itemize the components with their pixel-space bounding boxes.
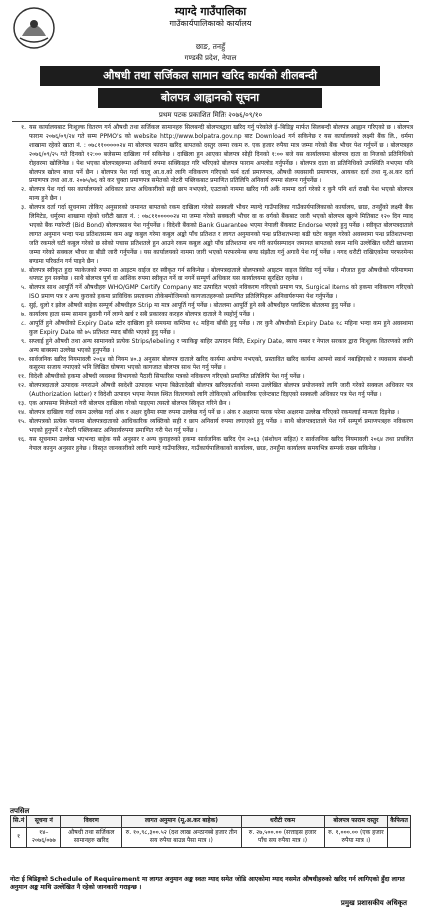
header-divider <box>12 121 409 122</box>
schedule-header-cell: विवरण <box>61 816 122 828</box>
schedule-cell: औषधी तथा सर्जिकल सामानहरु खरिद <box>61 827 122 847</box>
province-name: गण्डकी प्रदेश, नेपाल <box>184 54 237 62</box>
notice-item-text: विदेशी औषधीको हकमा औषधी व्यवस्था विभागको पैठारी सिफारिस पत्रको नविकरण गरिएको प्रमाणित प्रतिलिपि पेश गर्नु पर्नेछ । <box>29 373 305 381</box>
notice-item <box>8 124 413 186</box>
schedule-row <box>11 827 411 847</box>
notice-item-text: बोलपत्रको प्रत्येक पानामा बोलपत्रदाताको आधिकारिक व्यक्तिको सही र छाप अनिवार्य रुपमा लगाएको हुनु पर्नेछ । साथै बोलपत्रदाताले पेश गर्ने सम्पूर्ण प्रमाणपत्रहरु नविकरण भएको हुनुपर्ने र नोटरी पब्लिकबाट अनिवार्यरुपमा प्रमाणित गरी पेश गर्नु पर्नेछ । <box>29 417 413 434</box>
notice-title-line2: बोलपत्र आह्वानको सूचना <box>98 88 322 108</box>
schedule-cell: रु. १०,९८,३००.५२ (दश लाख अन्ठानब्बे हजार तीन सय रुपैया बाउन्न पैसा मात्र ।) <box>122 827 241 847</box>
schedule-header-row <box>11 816 411 828</box>
schedule-header-cell: सि.नं <box>11 816 27 828</box>
notice-item <box>8 320 413 338</box>
notice-item-number: ३. <box>20 204 26 212</box>
schedule-header-cell: लागत अनुमान (मू.अ.कर बाहेक) <box>122 816 241 828</box>
notice-item-text: बोलपत्र पेश गर्दा यस कार्यालयको अधिकार प्राप्त अधिकारीको सही छाप नभएको, एउटाको नाममा खरिद गरी अर्कै नाममा दर्ता गरेको र कुनै पनि शर्त राखी पेश भएको बोलपत्र मान्य हुने छैन । <box>29 186 413 203</box>
notice-item-number: ७. <box>20 311 26 319</box>
signatory: प्रमुख प्रशासकीय अधिकृत <box>340 899 407 907</box>
notice-item-number: १५. <box>17 417 26 425</box>
notice-item-text: एक आपसमा मिलेमतो गरी बोलपत्र दाखिला गरेको पाइएमा त्यस्तो बोलपत्र स्विकृत गरिने छैन । <box>29 400 231 408</box>
schedule-header-cell: धरौटी रकम <box>241 816 324 828</box>
notice-item <box>8 373 413 382</box>
schedule-header-cell: बोलपत्र फाराम दस्तुर <box>324 816 388 828</box>
notice-item-text: सप्लाई हुने औषधी तथा अन्य सामानको प्रत्येक Strips/lebeling र प्याकिङ्ग बाहिर उत्पादन मिति, Expiry Date, ब्याच नम्बर र नेपाल सरकार द्वारा निःशुल्क वितरणको लागि अन्य बाक्समा उल्लेख भएको हुनुपर्नेछ । <box>29 337 413 354</box>
notice-item-text: यस सूचनामा उल्लेख भएभन्दा बाहेक यसै अनुसार र अन्य कुराहरुको हकमा सार्वजनिक खरिद ऐन २०६३ (संशोधन सहित) र सार्वजनिक खरिद नियमावली २०६४ तथा प्रचलित नेपाल कानुन अनुसार हुनेछ । विस्तृत जानकारीको लागि म्याग्दे गाउँपालिका, गाउँकार्यपालिकाको कार्यालय, छाङ, तनहुँमा कार्यालय समयभित्र सम्पर्क राख्न सकिनेछ । <box>29 435 413 452</box>
schedule-table <box>10 815 411 848</box>
notice-item <box>8 356 413 374</box>
notice-item <box>8 338 413 356</box>
notice-item-text: यस कार्यालयबाट निःशुल्क वितरण गर्न औषधी तथा सर्जिकल सामानहरु सिलबन्दी बोलपत्रद्वारा खरिद गर्नु परेकोले ई–बिडिङ्ग मार्फत सिलबन्दी बोलपत्र आह्वान गरिएको छ । बोलपत्र फाराम २०७६/०९/२४ गते सम्म PPMO's को website http://www.bolpatra.gov.np बाट Download गर्न सकिनेछ र यस कार्यालयको लक्ष्मी बैंक लि., धर्ममा शाखामा रहेको खाता नं. : ०७८११०००००२४ मा बोलपत्र फाराम खरिद बापतको दस्तुर जम्मा रकम रु. एक हजार रुपैया मात्र जम्मा गरेको बैंक भौचर पेश गर्नुपर्ने छ । बोलपत्रहरु २०७६/०९/२५ गते दिनको १२:०० बजेसम्म दाखिला गर्न सकिनेछ । दाखिला हुन आएका बोलपत्र सोही दिनको १:०० बजे यस कार्यालयमा बोलपत्र दाता वा निजको प्रतिनिधिको रोहवरमा खोलिनेछ । पेश भएका बोलपत्रहरूमा अनिवार्य रुपमा सक्किाइत गरि भरिएको बोलपत्र फाराम अपलोड गर्नुपर्नेछ । बोलपत्र दाता वा प्रतिनिधिको उपस्थिति नभएमा पनि बोलपत्र खोल्न बाधा पर्ने छैन । बोलपत्र पेश गर्दा चालू आ.व.को लागि नविकरण गरिएको फर्म दर्ता प्रमाणपत्र, औषधी व्यवसायी प्रमाणपत्र, आयकर दर्ता तथा मू.अ.कर दर्ता प्रमाणपत्र तथा आ.व. २०७५/७६ को कर चुक्ता प्रमाणपत्र समेतको नोटरी पब्लिकबाट प्रमाणित प्रतिलिपि अनिवार्य रुपमा संलग्न गर्नुपर्नेछ । <box>29 124 413 185</box>
notice-item <box>8 311 413 320</box>
schedule-header-cell: कैफियत <box>388 816 411 828</box>
notice-item <box>8 436 413 454</box>
notice-item-number: १६. <box>17 435 26 443</box>
notice-item-number: ४. <box>20 266 26 274</box>
notice-item-number: १. <box>20 124 26 131</box>
org-name: म्याग्दे गाउँपालिका <box>174 5 247 18</box>
publication-date: प्रथम पटक प्रकाशित मितिः २०७६/०९/१० <box>158 111 263 119</box>
notice-item <box>8 204 413 266</box>
notice-item-number: ५. <box>20 284 26 292</box>
notice-item <box>8 267 413 285</box>
notice-item-number: १४. <box>17 409 26 416</box>
notice-item-number: १३. <box>17 400 26 408</box>
schedule-header-cell: सूचना नं <box>27 816 61 828</box>
schedule-cell <box>388 827 411 847</box>
schedule-label: तपसिल <box>10 807 30 815</box>
notice-item-text: बोलपत्रदाताले उत्पादक नगराउने औषधी स्वदेशी उत्पादक भएमा बिक्रेतादेखी बोलपत्र खरिदकर्ताको नाममा उल्लेखित बोलपत्र प्रयोजनको लागि जारी गरेको सक्कल अधिकार पत्र (Authorization letter) र विदेशी उत्पादन भएमा नेपाल स्थित वितरणको लागि तोकिएको अधिकारिक एजेन्टबाट दिइएको सक्कली अधिकार पत्र पेश गर्नु पर्नेछ । <box>29 382 413 399</box>
schedule-body <box>11 827 411 847</box>
notice-item <box>8 186 413 204</box>
office-name: गाउँकार्यपालिकाको कार्यालय <box>169 19 252 28</box>
notice-item-text: आपूर्ति हुने औषधीको Expiry Date स्टोर दाखिला हुने समयमा कम्तिमा १८ महिना बाँकी हुनु पर्नेछ । तर कुनै औषधीको Expiry Date १८ महिना भन्दा कम हुने अवस्थामा कुल Expiry Date को ७५ प्रतिशत म्याद बाँकी भएको हुनु पर्नेछ । <box>29 319 413 336</box>
notice-item-number: १०. <box>17 355 26 363</box>
notice-item <box>8 409 413 418</box>
notice-item-text: कार्यालय हाता सम्म सामान ढुवानी गर्ने लाग्ने खर्च र सबै प्रकारका करहरु बोलपत्र दाताले नै व्यहोर्नु पर्नेछ । <box>29 311 255 319</box>
notice-item <box>8 382 413 400</box>
notice-item-number: ८. <box>20 319 26 327</box>
notice-item <box>8 418 413 436</box>
notice-item-text: सार्वजनिक खरिद नियमावली २०६४ को नियम ४०.३ अनुसार बोलपत्र दाताले खरिद कार्यमा अयोग्य नभएको, प्रस्तावित खरिद कार्यमा आफ्नो स्वार्थ नबाझिएको र व्यवसाय संबन्धी कसुरमा सजाय नपाएको भनि लिखित घोषणा भएको कागजात बोलपत्र साथ पेश गर्नु पर्नेछ । <box>29 355 413 372</box>
notice-item-number: ६. <box>20 302 26 310</box>
notice-item-number: ११. <box>17 373 26 381</box>
notice-title-line1: औषधी तथा सर्जिकल सामान खरिद कार्यको शीलबन्दी <box>40 66 380 86</box>
notice-item-text: बोलपत्र साथ आपूर्ति गर्ने औषधीहरु WHO/GMP Certify Company बाट उत्पादित भएको नविकरण गरिएको प्रमाण पत्र, Surgical Items को हकमा नविकरण गरिएको ISO प्रमाण पत्र र अन्य कुराको हकमा प्राविधिक प्रस्तावमा तोकेबमोजिमको कागजातहरूको प्रमाणित प्रतिलिपिहरू अनिवार्यरुपमा पेश गर्नुपर्नेछ । <box>29 284 413 301</box>
schedule-cell: १४–२०७६/०७७ <box>27 827 61 847</box>
notice-item-text: बोलपत्र स्वीकृत हुदा प्याकेजको रुपमा वा आइटम वाईज दर स्वीकृत गर्न सकिनेछ । बोलपत्रदाताले बोलपत्रको आइटम वाइज विविड गर्नु पर्नेछ । मौजात हुदा औषधीको परिमाणमा थपघट हुन सक्नेछ । साथै बोलपत्र पूर्ण वा आंशिक रुपमा स्वीकृत गर्ने वा नगर्ने सम्पूर्ण अधिकार यस कार्यालयमा सुरक्षित रहनेछ । <box>29 266 413 283</box>
notice-item-text: बोलपत्र दर्ता गर्दा सूचनामा तोकिए अनुसारको जमानत बापतको रकम दाखिला गरेको सक्कली भौचर म्याग्दे गाउँपालिका गाउँकार्यपालिकाको कार्यालय, छाङ, तनहुँको लक्ष्मी बैंक लिमिटेड, धर्मुरमा शाखामा रहेको धरौटी खाता नं. : ०७८११०००००२४ मा जम्मा गरेको सक्कली भौचर वा क वर्गको बैंकबाट जारी भएको बोलपत्र खुल्ने मितिबाट १२० दिन म्याद भएको बैंक ग्यारेन्टी (Bid Bond) बोलपत्रसाथ पेश गर्नुपर्नेछ । विदेशी बैंकको Bank Guarantee भएमा नेपाली बैंकबाट Endorse भएको हुनु पर्नेछ । स्वीकृत बोलपत्रदाताले लागत अनुमान भन्दा पन्ध्र प्रतिशतसम्म कम अङ्क कबुल गरेमा कबुल अङ्को पाँच प्रतिशत र लागत अनुमानको पन्ध्र प्रतिशतभन्दा बढी घटेर कबुल गरेको अवस्थामा पन्ध्र प्रतिशतभन्दा जति रकमले घटी कबुल गरेको छ सोको पचास प्रतिशतले हुन आउने रकम कबुल अङ्को पाँच प्रतिशतमा थप गरी कार्यसम्पादन जमानत बापतको रकम माथि उल्लेखित धरौटी खातामा जम्मा गरेको सक्कल भौचर वा बीडी जारी गर्नुपर्नेछ । यस कार्यालयको नाममा जारी भएको परफरमेन्स बण्ड संझौता गर्नु अगावै पेश गर्नु पर्नेछ । नगद धरौटी राखिएकोमा परफरमेन्स बण्डमा परिवर्तन गर्न पाइने छैन । <box>29 204 413 265</box>
footnote: नोटः ई बिडिङ्गको Schedule of Requirement मा लागत अनुमान अङ्क स्वतः म्याद समेत जोडि आएकोमा म्याद नसमेत औषधीहरुको खरिद गर्न लागिएको हुँदा लागत अनुमान अङ्क माथि उल्लेखित नै रहेको जानकारी गराइन्छ । <box>10 876 405 892</box>
schedule-cell: १ <box>11 827 27 847</box>
schedule-cell: रु. १,०००.०० (एक हजार रुपैया मात्र ।) <box>324 827 388 847</box>
office-place: छाङ, तनहुँ <box>195 42 226 51</box>
notice-item <box>8 284 413 302</box>
notice-item-number: १२. <box>17 382 26 390</box>
notice-items <box>8 124 413 454</box>
notice-item <box>8 400 413 409</box>
notice-item-text: सुई, धुलो र झोल औषधी बाहेक सम्पूर्ण औषधीहरु Strip मा मात्र आपूर्ति गर्नु पर्नेछ । बोतलमा आपूर्ति हुने सबै औषधीहरु प्लास्टिक बोतलमा हुनु पर्नेछ । <box>29 302 355 310</box>
notice-item-number: २. <box>20 186 26 194</box>
notice-item-text: बोलपत्र दाखिला गर्दा रकम उल्लेख गर्दा अंक र अक्षर दुवैमा स्पष्ट रुपमा उल्लेख गर्नु पर्ने छ । अंक र अक्षरमा फरक परेमा अक्षरमा उल्लेख गरिएको रकमलाई मान्यता दिइनेछ । <box>29 409 400 416</box>
notice-item <box>8 302 413 311</box>
schedule-cell: रु. २७,५००.०० (सत्ताइस हजार पाँच सय रुपैया मात्र ।) <box>241 827 324 847</box>
notice-item-number: ९. <box>20 337 26 345</box>
